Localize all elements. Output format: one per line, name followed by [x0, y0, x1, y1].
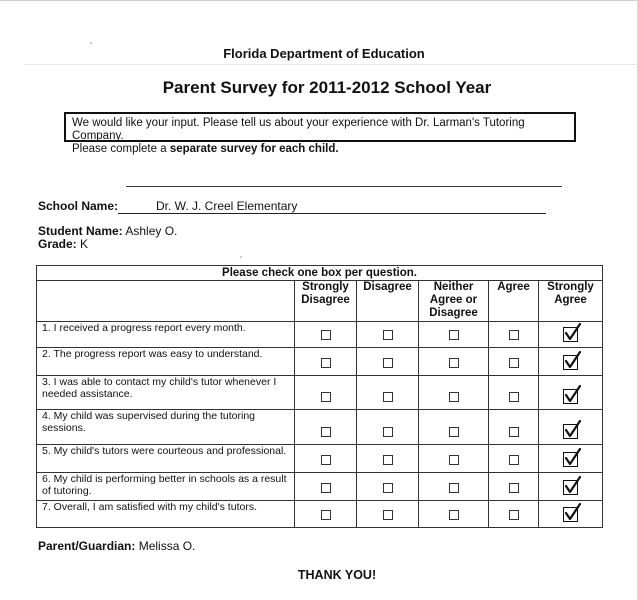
notice-line-2-prefix: Please complete a — [72, 143, 170, 155]
checkbox[interactable] — [383, 330, 393, 340]
response-cell — [419, 473, 489, 501]
response-column-header — [419, 281, 489, 322]
checkbox[interactable] — [383, 510, 393, 520]
question-row — [37, 473, 603, 501]
checked-checkbox[interactable] — [563, 355, 578, 370]
response-cell — [539, 348, 603, 376]
notice-line-1: We would like your input. Please tell us about your experience with Dr. Larman's Tutoring Company. — [72, 117, 525, 142]
student-name-value[interactable]: Ashley O. — [125, 224, 178, 238]
checked-checkbox[interactable] — [563, 480, 578, 495]
checkbox[interactable] — [449, 427, 459, 437]
response-cell — [357, 410, 419, 445]
checked-checkbox[interactable] — [563, 327, 578, 342]
question-text-line: 4. My child was supervised during the tutoring — [42, 410, 256, 422]
response-cell — [489, 501, 539, 528]
question-row — [37, 376, 603, 410]
checkbox[interactable] — [449, 455, 459, 465]
checkbox[interactable] — [383, 483, 393, 493]
notice-line-2-bold: separate survey for each child. — [169, 143, 339, 155]
checkbox[interactable] — [321, 455, 331, 465]
parent-guardian-value[interactable]: Melissa O. — [138, 539, 196, 553]
question-text — [37, 410, 295, 445]
question-text-line: 1. I received a progress report every month. — [42, 322, 246, 334]
response-cell — [539, 322, 603, 348]
question-row — [37, 445, 603, 473]
question-text — [37, 376, 295, 410]
grade-field — [38, 237, 88, 251]
response-cell — [357, 348, 419, 376]
response-cell — [489, 473, 539, 501]
response-cell — [419, 501, 489, 528]
question-text-line: 6. My child is performing better in schools as a result — [42, 473, 287, 485]
response-cell — [539, 501, 603, 528]
response-cell — [357, 473, 419, 501]
response-cell — [419, 348, 489, 376]
response-cell — [295, 445, 357, 473]
response-column-header-line: Strongly — [547, 281, 594, 293]
survey-instruction: Please check one box per question. — [37, 266, 603, 281]
response-column-header-line: Disagree — [429, 307, 478, 319]
checkmark-icon — [563, 420, 581, 438]
response-column-header-line: Agree or — [429, 294, 478, 306]
response-cell — [489, 348, 539, 376]
checked-checkbox[interactable] — [563, 389, 578, 404]
response-cell — [295, 501, 357, 528]
checkbox[interactable] — [321, 483, 331, 493]
question-text — [37, 348, 295, 376]
response-cell — [419, 322, 489, 348]
checkbox[interactable] — [509, 510, 519, 520]
response-cell — [489, 410, 539, 445]
grade-label: Grade: — [38, 237, 77, 251]
question-row — [37, 410, 603, 445]
student-name-label: Student Name: — [38, 224, 123, 238]
checked-checkbox[interactable] — [563, 452, 578, 467]
question-text-line: 7. Overall, I am satisfied with my child's tutors. — [42, 501, 257, 513]
checkbox[interactable] — [449, 330, 459, 340]
response-cell — [539, 473, 603, 501]
question-row — [37, 501, 603, 528]
checked-checkbox[interactable] — [563, 507, 578, 522]
checkbox[interactable] — [383, 455, 393, 465]
parent-guardian-field — [38, 539, 195, 553]
response-cell — [295, 376, 357, 410]
response-cell — [295, 410, 357, 445]
question-text-line: needed assistance. — [42, 388, 133, 400]
student-name-field — [38, 224, 177, 238]
scan-speck — [240, 256, 242, 258]
question-text-line: 5. My child's tutors were courteous and professional. — [42, 445, 287, 457]
question-row — [37, 348, 603, 376]
checkbox[interactable] — [383, 358, 393, 368]
thank-you-text: THANK YOU! — [297, 568, 377, 582]
school-name-field — [38, 199, 298, 213]
response-column-header-line: Strongly — [302, 281, 349, 293]
checkbox[interactable] — [321, 330, 331, 340]
checkbox[interactable] — [509, 455, 519, 465]
response-cell — [295, 322, 357, 348]
question-text — [37, 322, 295, 348]
response-column-header — [539, 281, 603, 322]
scan-speck — [90, 42, 92, 44]
response-cell — [489, 376, 539, 410]
grade-value[interactable]: K — [80, 237, 89, 251]
checkmark-icon — [563, 323, 581, 341]
response-cell — [295, 473, 357, 501]
response-cell — [357, 376, 419, 410]
checked-checkbox[interactable] — [563, 424, 578, 439]
checkbox[interactable] — [449, 510, 459, 520]
question-text-line: of tutoring. — [42, 485, 92, 497]
response-column-header-line: Neither — [433, 281, 474, 293]
question-text-line: 2. The progress report was easy to understand. — [42, 348, 263, 360]
scan-edge-top — [0, 0, 638, 1]
response-column-header-line: Agree — [497, 281, 530, 293]
question-text-line: sessions. — [42, 422, 86, 434]
parent-guardian-label: Parent/Guardian: — [38, 539, 136, 553]
checkmark-icon — [563, 503, 581, 521]
notice-line-2 — [72, 143, 568, 156]
response-cell — [489, 445, 539, 473]
checkbox[interactable] — [321, 510, 331, 520]
question-text — [37, 473, 295, 501]
question-text — [37, 445, 295, 473]
checkbox[interactable] — [509, 427, 519, 437]
response-cell — [539, 376, 603, 410]
question-text-line: 3. I was able to contact my child's tutor whenever I — [42, 376, 277, 388]
scan-artifact-line — [24, 64, 638, 65]
checkmark-icon — [563, 351, 581, 369]
intro-notice-box — [64, 112, 576, 155]
checkbox[interactable] — [509, 392, 519, 402]
response-cell — [357, 445, 419, 473]
separator-line — [126, 186, 562, 187]
checkbox[interactable] — [321, 427, 331, 437]
checkbox[interactable] — [449, 358, 459, 368]
response-column-header-line: Agree — [554, 294, 587, 306]
checkbox[interactable] — [321, 358, 331, 368]
response-column-header — [357, 281, 419, 322]
response-cell — [295, 348, 357, 376]
checkbox[interactable] — [383, 427, 393, 437]
response-cell — [357, 322, 419, 348]
survey-table — [36, 265, 603, 528]
response-column-header — [489, 281, 539, 322]
response-cell — [419, 445, 489, 473]
response-column-header-line: Disagree — [363, 281, 412, 293]
question-row — [37, 322, 603, 348]
checkmark-icon — [563, 476, 581, 494]
checkmark-icon — [563, 385, 581, 403]
response-cell — [357, 501, 419, 528]
checkbox[interactable] — [449, 392, 459, 402]
response-cell — [539, 410, 603, 445]
response-column-header-line: Disagree — [301, 294, 350, 306]
question-column-header — [37, 281, 295, 322]
checkmark-icon — [563, 448, 581, 466]
checkbox[interactable] — [449, 483, 459, 493]
school-name-label: School Name: — [38, 199, 119, 213]
checkbox[interactable] — [509, 483, 519, 493]
response-cell — [489, 322, 539, 348]
response-cell — [419, 410, 489, 445]
school-name-value[interactable]: Dr. W. J. Creel Elementary — [118, 199, 546, 214]
checkbox[interactable] — [509, 358, 519, 368]
department-heading: Florida Department of Education — [223, 46, 425, 61]
response-column-header — [295, 281, 357, 322]
checkbox[interactable] — [383, 392, 393, 402]
checkbox[interactable] — [321, 392, 331, 402]
response-cell — [539, 445, 603, 473]
survey-title: Parent Survey for 2011-2012 School Year — [162, 78, 492, 97]
checkbox[interactable] — [509, 330, 519, 340]
question-text — [37, 501, 295, 528]
response-cell — [419, 376, 489, 410]
